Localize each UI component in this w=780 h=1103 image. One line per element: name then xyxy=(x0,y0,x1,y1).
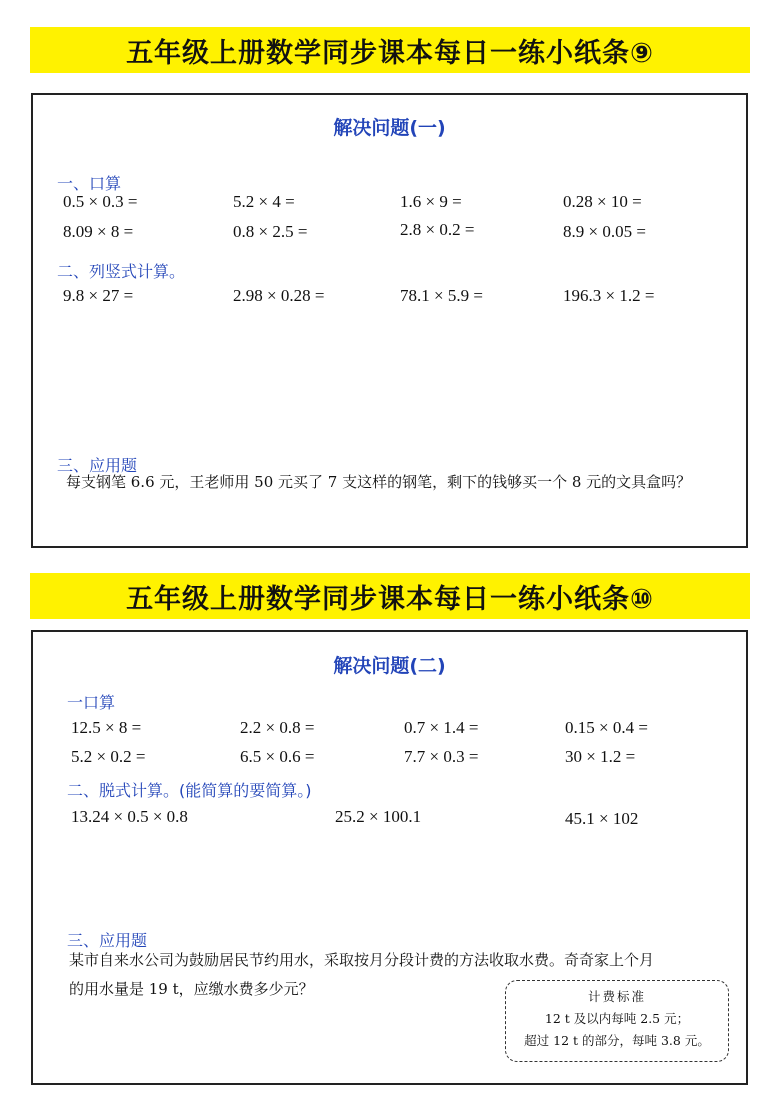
sheet9-vertical-heading: 二、列竖式计算。 xyxy=(57,262,186,281)
sheet10-simplify-item: 13.24 × 0.5 × 0.8 xyxy=(71,807,188,826)
sheet10-oral-item: 7.7 × 0.3 = xyxy=(404,747,479,766)
sheet9-vertical-item: 9.8 × 27 = xyxy=(63,286,134,305)
sheet9-oral-item: 0.8 × 2.5 = xyxy=(233,222,308,241)
sheet10-card xyxy=(31,630,748,1085)
sheet9-card xyxy=(31,93,748,548)
sheet9-oral-item: 5.2 × 4 = xyxy=(233,192,295,211)
pricing-rule: 12 t 及以内每吨 2.5 元； xyxy=(544,1011,690,1026)
sheet9-oral-heading: 一、口算 xyxy=(57,174,122,193)
sheet10-oral-item: 5.2 × 0.2 = xyxy=(71,747,146,766)
sheet9-oral-item: 2.8 × 0.2 = xyxy=(400,220,475,239)
pricing-rule: 超过 12 t 的部分，每吨 3.8 元。 xyxy=(524,1033,710,1048)
sheet9-vertical-item: 78.1 × 5.9 = xyxy=(400,286,483,305)
sheet9-title: 解决问题(一) xyxy=(333,117,446,139)
pricing-standard-title: 计费标准 xyxy=(587,989,646,1004)
sheet10-banner: 五年级上册数学同步课本每日一练小纸条⑩ xyxy=(30,573,750,619)
sheet10-title: 解决问题(二) xyxy=(333,655,446,677)
sheet10-oral-item: 2.2 × 0.8 = xyxy=(240,718,315,737)
sheet10-simplify-heading: 二、脱式计算。(能简算的要简算。) xyxy=(67,781,312,800)
sheet9-oral-item: 0.5 × 0.3 = xyxy=(63,192,138,211)
sheet9-vertical-item: 2.98 × 0.28 = xyxy=(233,286,325,305)
sheet9-oral-item: 8.09 × 8 = xyxy=(63,222,134,241)
sheet10-oral-item: 12.5 × 8 = xyxy=(71,718,142,737)
sheet9-oral-item: 0.28 × 10 = xyxy=(563,192,642,211)
sheet10-oral-heading: 一口算 xyxy=(67,693,116,712)
sheet10-oral-item: 30 × 1.2 = xyxy=(565,747,636,766)
sheet10-oral-item: 0.15 × 0.4 = xyxy=(565,718,648,737)
sheet9-oral-item: 8.9 × 0.05 = xyxy=(563,222,646,241)
sheet10-word-problem-line1: 某市自来水公司为鼓励居民节约用水，采取按月分段计费的方法收取水费。奇奇家上个月 xyxy=(69,951,655,969)
sheet10-oral-item: 6.5 × 0.6 = xyxy=(240,747,315,766)
sheet9-banner: 五年级上册数学同步课本每日一练小纸条⑨ xyxy=(30,27,750,73)
sheet10-oral-item: 0.7 × 1.4 = xyxy=(404,718,479,737)
sheet10-word-problem-line2: 的用水量是 19 t，应缴水费多少元？ xyxy=(69,980,314,998)
sheet9-word-problem: 每支钢笔 6.6 元，王老师用 50 元买了 7 支这样的钢笔，剩下的钱够买一个 8 元的文具盒吗？ xyxy=(66,473,692,491)
sheet10-word-heading: 三、应用题 xyxy=(67,931,148,950)
sheet9-vertical-item: 196.3 × 1.2 = xyxy=(563,286,655,305)
sheet10-simplify-item: 45.1 × 102 xyxy=(565,809,639,828)
sheet9-word-heading: 三、应用题 xyxy=(57,456,138,475)
sheet9-oral-item: 1.6 × 9 = xyxy=(400,192,462,211)
pricing-standard-box xyxy=(505,980,729,1062)
sheet10-simplify-item: 25.2 × 100.1 xyxy=(335,807,422,826)
